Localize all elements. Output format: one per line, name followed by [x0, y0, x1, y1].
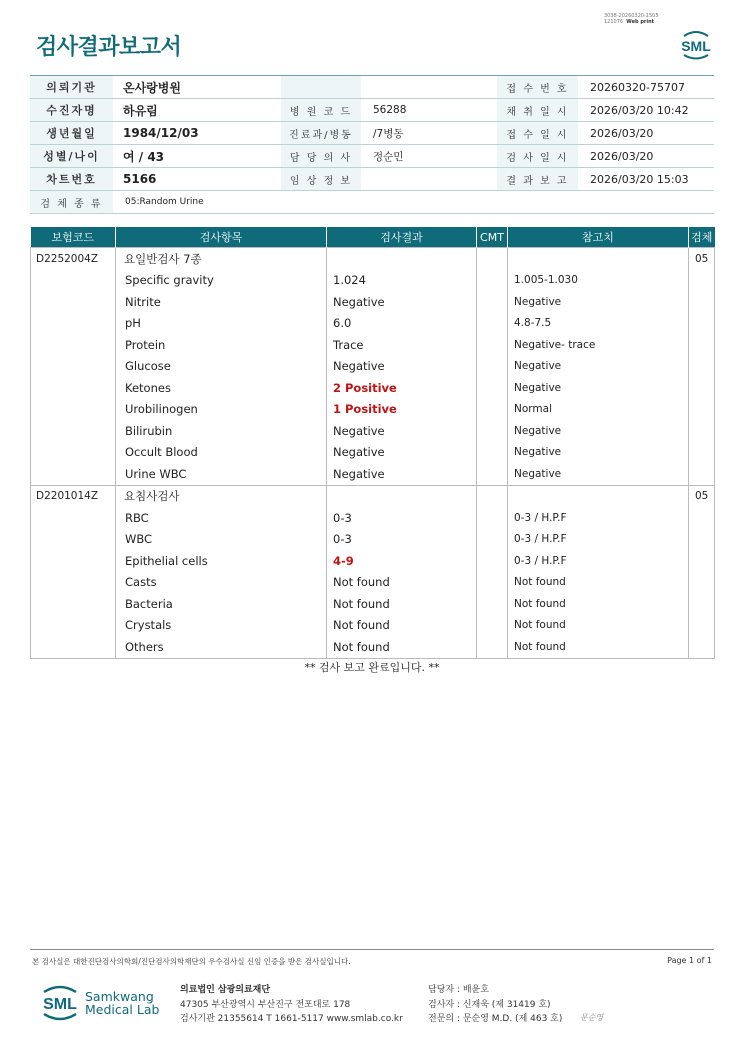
label-requesting-org: 의뢰기관: [30, 76, 113, 99]
test-result: Negative: [327, 356, 477, 378]
test-result: Negative: [327, 463, 477, 485]
page-title: 검사결과보고서: [36, 35, 182, 60]
test-result: Not found: [327, 593, 477, 615]
table-row: [31, 507, 715, 529]
certification-note: 본 검사실은 대한진단검사의학회/진단검사의학재단의 우수검사실 신임 인증을 받은 검사실입니다.: [32, 957, 351, 966]
test-item: Urine WBC: [116, 463, 327, 485]
test-item: Ketones: [116, 377, 327, 399]
org-info: [180, 983, 403, 1027]
test-group-row: [31, 248, 715, 270]
value-clinical-info: [361, 168, 497, 191]
patient-info-table: [30, 75, 714, 214]
signature: 문순영: [580, 1013, 604, 1022]
test-result: Trace: [327, 334, 477, 356]
label-specimen-type: 검 체 종 류: [30, 191, 113, 214]
table-row: [31, 377, 715, 399]
table-row: [31, 593, 715, 615]
test-result: Negative: [327, 442, 477, 464]
results-header: [31, 227, 715, 248]
table-row: [31, 270, 715, 292]
value-collection-time: 2026/03/20 10:42: [578, 99, 714, 122]
reference-value: Normal: [508, 399, 689, 421]
label-chart-no: 차트번호: [30, 168, 113, 191]
print-code-line1: 3038-20260320-1505: [604, 13, 659, 19]
col-test-item: 검사항목: [116, 227, 327, 248]
value-report-time: 2026/03/20 15:03: [578, 168, 714, 191]
table-row: [31, 313, 715, 335]
table-row: [31, 291, 715, 313]
reference-value: Negative: [508, 442, 689, 464]
test-item: Epithelial cells: [116, 550, 327, 572]
brand-line2: Medical Lab: [85, 1002, 160, 1017]
value-sex-age: 여 / 43: [113, 145, 281, 168]
reference-value: Not found: [508, 636, 689, 658]
table-row: [31, 615, 715, 637]
report-complete-note: ** 검사 보고 완료입니다. **: [304, 661, 440, 674]
reference-value: Negative: [508, 356, 689, 378]
value-birth-date: 1984/12/03: [113, 122, 281, 145]
value-hospital-code: 56288: [361, 99, 497, 122]
test-item: Nitrite: [116, 291, 327, 313]
print-code: [604, 13, 659, 25]
table-row: [31, 356, 715, 378]
test-result: Negative: [327, 291, 477, 313]
logo-top-text: SML: [681, 38, 711, 54]
table-row: [31, 399, 715, 421]
info-row: [30, 191, 714, 214]
org-name: 의료법인 삼광의료재단: [180, 985, 271, 995]
info-row: [30, 76, 714, 99]
test-result: 2 Positive: [327, 377, 477, 399]
label-physician: 담 당 의 사: [281, 145, 361, 168]
logo-foot-text: SML: [43, 996, 77, 1013]
col-insurance-code: 보험코드: [31, 227, 116, 248]
label-test-date: 검 사 일 시: [497, 145, 578, 168]
insurance-code: D2201014Z: [31, 485, 116, 507]
label-received-time: 접 수 일 시: [497, 122, 578, 145]
test-result: 6.0: [327, 313, 477, 335]
test-item: RBC: [116, 507, 327, 529]
test-item: Bilirubin: [116, 420, 327, 442]
reference-value: 0-3 / H.P.F: [508, 507, 689, 529]
table-row: [31, 550, 715, 572]
col-cmt: CMT: [477, 227, 508, 248]
reference-value: Not found: [508, 593, 689, 615]
test-item: pH: [116, 313, 327, 335]
test-item: Others: [116, 636, 327, 658]
reference-value: 0-3 / H.P.F: [508, 529, 689, 551]
value-physician: 정순민: [361, 145, 497, 168]
test-result: 1 Positive: [327, 399, 477, 421]
staff-info: [428, 983, 562, 1027]
insurance-code: D2252004Z: [31, 248, 116, 270]
test-result: Negative: [327, 420, 477, 442]
test-result: 4-9: [327, 550, 477, 572]
info-row: [30, 122, 714, 145]
table-row: [31, 463, 715, 485]
test-item: WBC: [116, 529, 327, 551]
value-accession-no: 20260320-75707: [578, 76, 714, 99]
table-row: [31, 442, 715, 464]
reference-value: Negative: [508, 463, 689, 485]
sml-logo-icon: [36, 982, 84, 1024]
print-code-line2: 121076 Web print: [604, 19, 655, 25]
footer-divider: [30, 949, 714, 950]
value-patient-name: 하유림: [113, 99, 281, 122]
label-sex-age: 성별/나이: [30, 145, 113, 168]
label-patient-name: 수진자명: [30, 99, 113, 122]
reference-value: Not found: [508, 572, 689, 594]
brand-name: [85, 990, 159, 1016]
table-row: [31, 529, 715, 551]
value-requesting-org: 온사랑병원: [113, 76, 281, 99]
label-accession-no: 접 수 번 호: [497, 76, 578, 99]
test-item: Protein: [116, 334, 327, 356]
reference-value: 1.005-1.030: [508, 270, 689, 292]
label-hospital-code: 병 원 코 드: [281, 99, 361, 122]
reference-value: Negative: [508, 420, 689, 442]
test-group-name: 요침사검사: [116, 485, 327, 507]
specimen-code: 05: [689, 485, 715, 507]
value-department: /7병동: [361, 122, 497, 145]
test-result: 1.024: [327, 270, 477, 292]
label-collection-time: 채 취 일 시: [497, 99, 578, 122]
label-department: 진료과/병동: [281, 122, 361, 145]
results-table: [30, 227, 715, 659]
reference-value: Negative: [508, 377, 689, 399]
test-group-row: [31, 485, 715, 507]
col-test-result: 검사결과: [327, 227, 477, 248]
org-contact: 검사기관 21355614 T 1661-5117 www.smlab.co.kr: [180, 1014, 403, 1024]
test-item: Glucose: [116, 356, 327, 378]
test-item: Occult Blood: [116, 442, 327, 464]
page-number: Page 1 of 1: [667, 956, 712, 965]
test-result: Not found: [327, 572, 477, 594]
table-row: [31, 420, 715, 442]
staff-tester: 검사자 : 신재욱 (제 31419 호): [428, 999, 551, 1010]
sml-logo-icon: [676, 28, 716, 62]
reference-value: Not found: [508, 615, 689, 637]
test-item: Bacteria: [116, 593, 327, 615]
label-report-time: 결 과 보 고: [497, 168, 578, 191]
value-received-time: 2026/03/20: [578, 122, 714, 145]
info-row: [30, 168, 714, 191]
table-row: [31, 334, 715, 356]
value-chart-no: 5166: [113, 168, 281, 191]
test-result: 0-3: [327, 507, 477, 529]
info-row: [30, 145, 714, 168]
web-print-tag: Web print: [626, 19, 655, 25]
reference-value: 0-3 / H.P.F: [508, 550, 689, 572]
value-test-date: 2026/03/20: [578, 145, 714, 168]
reference-value: Negative: [508, 291, 689, 313]
test-item: Specific gravity: [116, 270, 327, 292]
info-row: [30, 99, 714, 122]
specimen-code: 05: [689, 248, 715, 270]
col-reference: 참고치: [508, 227, 689, 248]
brand-line1: Samkwang: [85, 989, 154, 1004]
label-birth-date: 생년월일: [30, 122, 113, 145]
reference-value: 4.8-7.5: [508, 313, 689, 335]
test-result: Not found: [327, 636, 477, 658]
value-specimen-type: 05:Random Urine: [113, 191, 714, 214]
org-address: 47305 부산광역시 부산진구 전포대로 178: [180, 999, 351, 1010]
test-item: Crystals: [116, 615, 327, 637]
reference-value: Negative- trace: [508, 334, 689, 356]
table-row: [31, 572, 715, 594]
test-group-name: 요일반검사 7종: [116, 248, 327, 270]
label-clinical-info: 임 상 정 보: [281, 168, 361, 191]
table-row: [31, 636, 715, 658]
test-result: Not found: [327, 615, 477, 637]
col-specimen: 검체: [689, 227, 715, 248]
test-result: 0-3: [327, 529, 477, 551]
staff-specialist: 전문의 : 문순영 M.D. (제 463 호): [428, 1014, 563, 1024]
staff-manager: 담당자 : 배윤호: [428, 985, 489, 995]
test-item: Casts: [116, 572, 327, 594]
test-item: Urobilinogen: [116, 399, 327, 421]
